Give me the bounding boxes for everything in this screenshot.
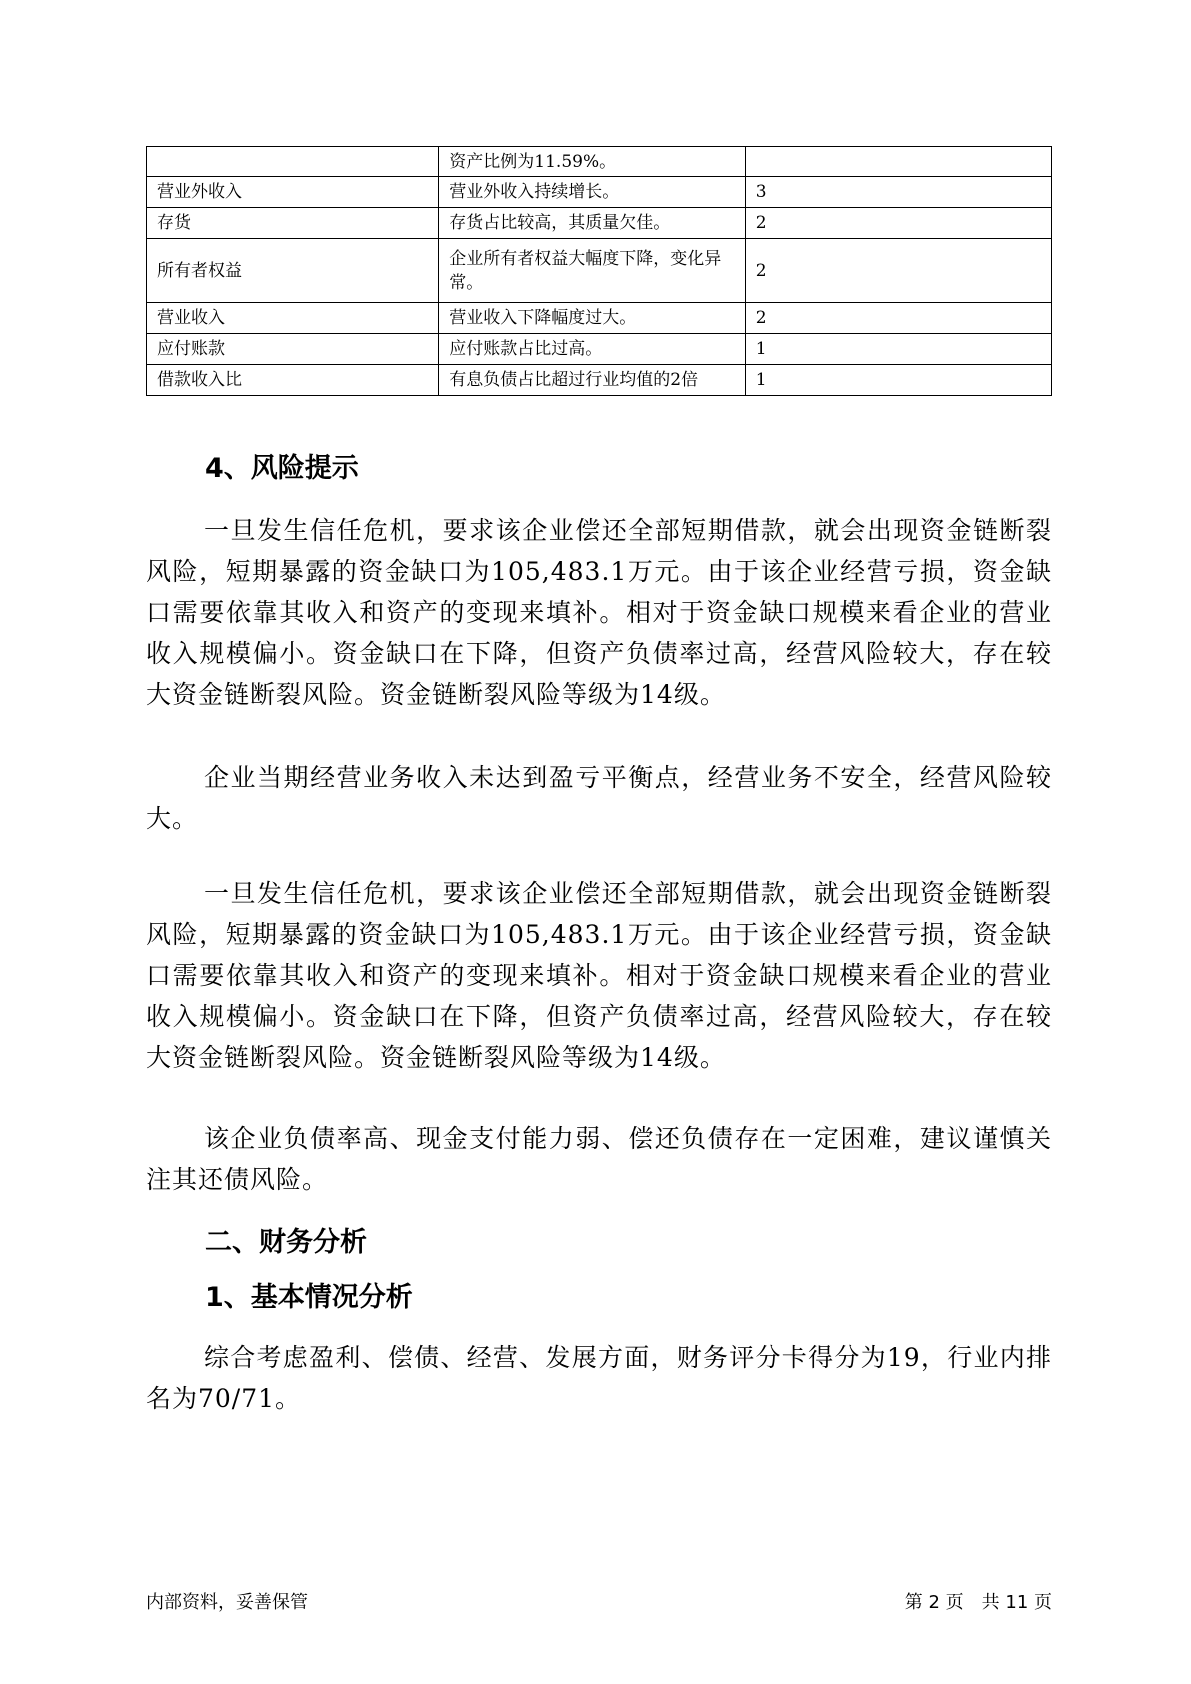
table-cell: 应付账款占比过高。 xyxy=(439,334,745,365)
risk-heading: 4、风险提示 xyxy=(205,453,359,484)
table-cell: 营业外收入持续增长。 xyxy=(439,177,745,208)
table-row xyxy=(147,147,1052,177)
footer-confidential: 内部资料，妥善保管 xyxy=(146,1592,308,1613)
table-cell: 营业外收入 xyxy=(147,177,439,208)
table-cell: 应付账款 xyxy=(147,334,439,365)
table-cell: 所有者权益 xyxy=(147,239,439,303)
table-cell: 存货 xyxy=(147,208,439,239)
table-cell xyxy=(745,147,1051,177)
table-cell: 借款收入比 xyxy=(147,365,439,396)
risk-factor-table xyxy=(146,146,1052,396)
table-cell: 1 xyxy=(745,334,1051,365)
table-row xyxy=(147,208,1052,239)
basic-analysis-heading: 1、基本情况分析 xyxy=(205,1282,413,1313)
table-cell: 3 xyxy=(745,177,1051,208)
paragraph-risk-2: 企业当期经营业务收入未达到盈亏平衡点，经营业务不安全，经营风险较大。 xyxy=(146,763,1052,833)
table-cell: 1 xyxy=(745,365,1051,396)
table-cell: 2 xyxy=(745,239,1051,303)
paragraph-risk-3: 一旦发生信任危机，要求该企业偿还全部短期借款，就会出现资金链断裂风险，短期暴露的资金缺口为105,483.1万元。由于该企业经营亏损，资金缺口需要依靠其收入和资产的变现来填补。相对于资金缺口规模来看企业的营业收入规模偏小。资金缺口在下降，但资产负债率过高，经营风险较大，存在较大资金链断裂风险。资金链断裂风险等级为14级。 xyxy=(146,879,1052,1072)
table-row xyxy=(147,239,1052,303)
table-row xyxy=(147,334,1052,365)
table-cell: 企业所有者权益大幅度下降，变化异常。 xyxy=(439,239,745,303)
table-cell: 有息负债占比超过行业均值的2倍 xyxy=(439,365,745,396)
paragraph-risk-1: 一旦发生信任危机，要求该企业偿还全部短期借款，就会出现资金链断裂风险，短期暴露的资金缺口为105,483.1万元。由于该企业经营亏损，资金缺口需要依靠其收入和资产的变现来填补。相对于资金缺口规模来看企业的营业收入规模偏小。资金缺口在下降，但资产负债率过高，经营风险较大，存在较大资金链断裂风险。资金链断裂风险等级为14级。 xyxy=(146,516,1052,709)
finance-heading: 二、财务分析 xyxy=(205,1227,367,1258)
table-cell: 营业收入下降幅度过大。 xyxy=(439,303,745,334)
table-cell: 存货占比较高，其质量欠佳。 xyxy=(439,208,745,239)
paragraph-basic-analysis: 综合考虑盈利、偿债、经营、发展方面，财务评分卡得分为19，行业内排名为70/71。 xyxy=(146,1343,1052,1413)
table-cell: 资产比例为11.59%。 xyxy=(439,147,745,177)
table-cell: 营业收入 xyxy=(147,303,439,334)
paragraph-risk-4: 该企业负债率高、现金支付能力弱、偿还负债存在一定困难，建议谨慎关注其还债风险。 xyxy=(146,1124,1052,1194)
table-row xyxy=(147,177,1052,208)
table-row xyxy=(147,365,1052,396)
table-cell: 2 xyxy=(745,208,1051,239)
page-number: 第 2 页 共 11 页 xyxy=(904,1592,1052,1613)
table-cell: 2 xyxy=(745,303,1051,334)
table-cell xyxy=(147,147,439,177)
table-row xyxy=(147,303,1052,334)
